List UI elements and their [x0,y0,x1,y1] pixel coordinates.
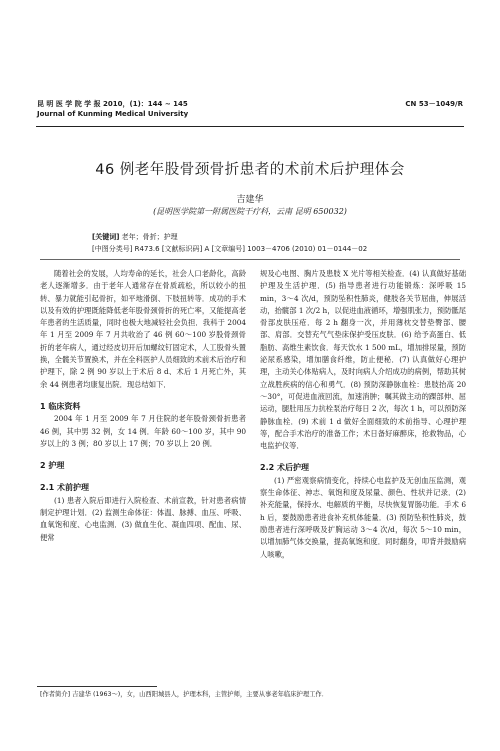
body-paragraph: (1) 患者入院后即进行入院检查、术前宣教，针对患者病情制定护理计划．(2) 监测生命体征：体温、脉搏、血压、呼吸、血氧饱和度、心电监测．(3) 做血生化、凝血四项、配血、尿、便常 [40,495,246,542]
journal-name-cn: 昆 明 医 学 院 学 报 2010，(1)：144 ~ 145 [37,100,188,108]
body-paragraph: 2004 年 1 月至 2009 年 7 月住院的老年股骨颈骨折患者 46 例，其中男 32 例，女 14 例．年龄 60～100 岁，其中 90 岁以上的 3 例；80 岁以上 17 例；70 岁以上 20 例． [40,414,246,448]
header-rule [36,126,464,127]
section-spacer [40,391,246,401]
article-affiliation: (昆明医学院第一附属医院干疗科，云南 昆明 650032) [153,207,347,216]
body-paragraph: (1) 严密观察病情变化，持续心电监护及无创血压监测，观察生命体征、神志、氧饱和度及尿量、颜色、性状并记录．(2) 补充能量，保持水、电解质的平衡，尽快恢复胃肠功能．手术 6 h 后，要鼓励患者进食补充机体能量．(3) 预防坠积性肺炎，鼓励患者进行深呼吸及扩胸运动 3～4 次/d，每次 5～10 min，以增加肺气体交换量，提高氧饱和度．同时翻身，叩背并鼓励病人咳嗽， [260,475,466,559]
keywords-text: 老年；骨折；护理 [121,233,178,241]
section-spacer [40,450,246,460]
right-column [260,268,466,561]
meta-rule [40,259,460,260]
body-paragraph: 随着社会的发展，人均寿命的延长，社会人口老龄化，高龄老人逐渐增多．由于老年人通常存在骨质疏松，所以较小的扭转、暴力就能引起骨折，如平地滑倒、下肢扭转等．成功的手术以及有效的护理既能降低老年股骨颈骨折的死亡率，又能提高老年患者的生活质量，同时也极大地减轻社会负担．我科于 2004 年 1 月至 2009 年 7 月共收治了 46 例 60～100 岁股骨颈骨折的老年病人，通过经皮切开后加螺纹钉固定术，人工股骨头置换，全髋关节置换术，并在全科医护人员细致的术前术后治疗和护理下，除 2 例 90 岁以上于术后 8 d、术后 1 月死亡外，其余 44 例患者均康复出院．现总结如下． [40,269,246,389]
classification-line: [中图分类号] R473.6 [文献标识码] A [文章编号] 1003－4706 (2010) 01－0144－02 [92,245,368,253]
journal-header [37,99,297,119]
body-paragraph: 规及心电图、胸片及患肢 X 光片等相关检查．(4) 认真做好基础护理及生活护理．(5) 指导患者进行功能锻炼：深呼吸 15 min，3～4 次/d，预防坠积性肺炎，健肢各关节屈曲，伸展活动，抬髋部 1 次/2 h，以促进血液循环，增强肌张力，预防骶尾骨部皮肤压疮．每 2 h 翻身一次，并用薄枕交替垫臀部、腰部、肩部．交替充气气垫床保护受压皮肤．(6) 给予高蛋白、低脂肪、高维生素饮食．每天饮水 1 500 mL，增加排尿量，预防泌尿系感染，增加膳食纤维，防止便秘．(7) 认真做好心理护理，主动关心体贴病人，及时向病人介绍成功的病例，帮助其树立战胜疾病的信心和勇气．(8) 预防深静脉血栓：患肢抬高 20～30°，可促进血液回流，加速消肿；嘱其做主动的踝部伸、屈运动，腿肚用压力抗栓泵治疗每日 2 次，每次 1 h，可以预防深静脉血栓．(9) 术前 1 d 做好全面细致的术前指导、心理护理等，配合手术治疗的准备工作；术日备好麻醉床，抢救物品，心电监护仪等． [260,269,466,451]
section-heading: 1 临床资料 [40,401,81,411]
journal-name-en: Journal of Kunming Medical University [37,110,189,118]
keywords-line [92,232,452,242]
section-heading: 2 护理 [40,461,65,471]
article-title: 46 例老年股骨颈骨折患者的术前术后护理体会 [95,162,405,178]
journal-cn-issn: CN 53－1049/R [405,100,463,108]
author-footnote: [作者简介] 吉建华 (1963～)，女，山西阳城县人，护理本科，主管护师，主要从事老年临床护理工作． [40,691,329,698]
section-spacer [260,452,466,462]
article-author: 吉建华 [236,195,264,205]
keywords-label: [关键词] [92,233,120,241]
section-spacer [40,472,246,482]
section-heading: 2.2 术后护理 [260,463,309,473]
footnote-rule [37,686,157,687]
section-heading: 2.1 术前护理 [40,483,89,493]
left-column [40,268,246,544]
